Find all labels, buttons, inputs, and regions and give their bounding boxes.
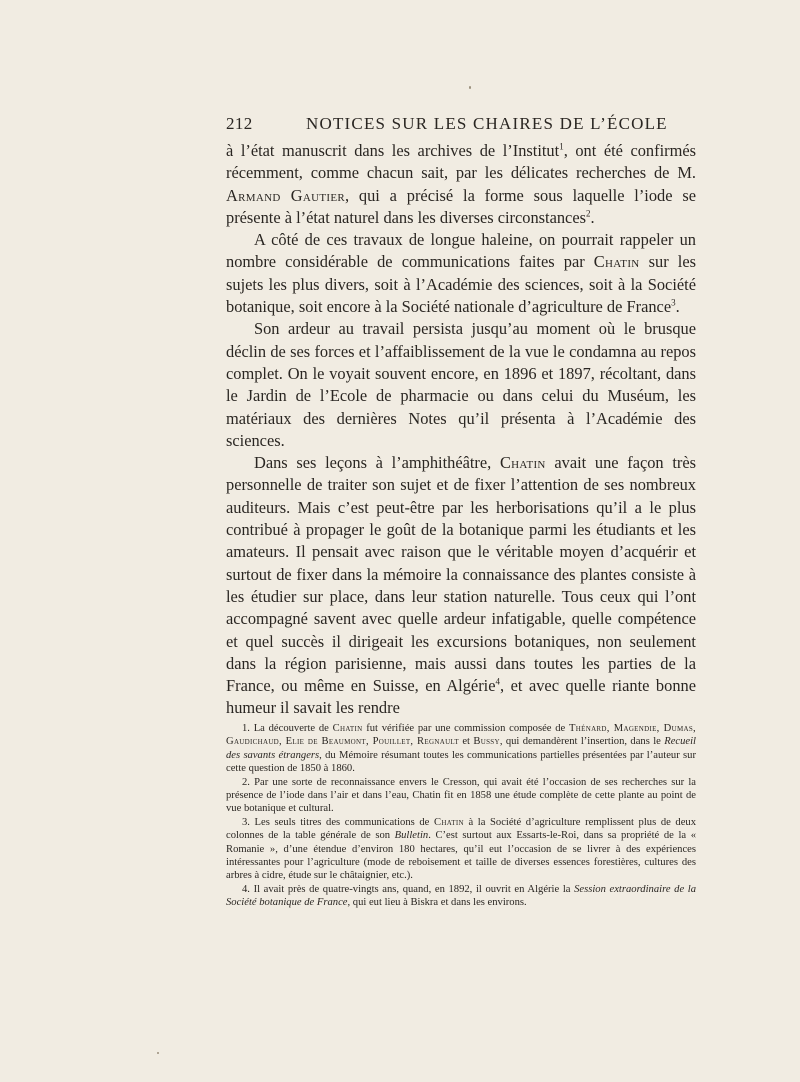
paragraph: A côté de ces travaux de longue haleine, on pourrait rappeler un nombre considérable de communications faites par Chatin sur les sujets les plus divers, soit à l’Académie des sciences, soit à la Société botanique, soit encore à la Société nationale d’agriculture de France$^3$. xyxy=(226,230,696,317)
paragraph: à l’état manuscrit dans les archives de l’Institut$^1$, ont été confirmés récemment, comme chacun sait, par les délicates recherches de M. Armand Gautier, qui a précisé la forme sous laquelle l’iode se présente à l’état naturel dans les diverses circonstances$^2$. xyxy=(226,141,697,227)
footnote: 1. La découverte de Chatin fut vérifiée par une commission composée de Thénard, Magendie, Dumas, Gaudichaud, Elie de Beaumont, Pouillet, Regnault et Bussy, qui demandèrent l’insertion, dans le Recueil des savants étrangers, du Mémoire résumant toutes les communications partielles présentées par l’auteur sur cette question de 1850 à 1860. xyxy=(226,723,697,775)
italic-title: Recueil des savants étrangers xyxy=(226,736,696,761)
person-name: Chatin xyxy=(433,816,464,828)
person-name: Armand Gautier xyxy=(226,185,345,205)
running-header xyxy=(226,114,696,138)
paper-speck xyxy=(157,1052,159,1054)
paper-speck xyxy=(469,86,471,89)
person-name: Bussy xyxy=(473,736,500,748)
italic-title: Session extraordinaire de la Société botanique de France xyxy=(226,883,697,909)
person-name: Chatin xyxy=(499,453,546,473)
footnotes xyxy=(226,722,696,910)
person-names: Thénard, Magendie, Dumas, Gaudichaud, Elie de Beaumont, Pouillet, Regnault xyxy=(226,723,697,748)
main-text xyxy=(226,140,696,720)
footnote-ref[interactable]: 3 xyxy=(671,297,676,308)
footnote: 3. Les seuls titres des communications de Chatin à la Société d’agriculture remplissent plus de deux colonnes de la table générale de son Bulletin. C’est surtout aux Essarts-le-Roi, dans sa propriété de la « Romanie », d’une étendue d’environ 180 hectares, qu’il eut l’occasion de se livrer à des expériences intéressantes pour l’agriculture (mode de reboisement et taille de diverses essences forestières, cultures des arbres à cidre, étude sur le châtaignier, etc.). xyxy=(226,816,697,882)
page-number: 212 xyxy=(226,114,253,133)
running-title: NOTICES SUR LES CHAIRES DE L’ÉCOLE xyxy=(306,114,668,133)
footnote-ref[interactable]: 2 xyxy=(586,208,591,219)
footnote-ref[interactable]: 1 xyxy=(559,141,564,152)
person-name: Chatin xyxy=(332,723,363,734)
footnote: 4. Il avait près de quatre-vingts ans, quand, en 1892, il ouvrit en Algérie la Session extraordinaire de la Société botanique de France, qui eut lieu à Biskra et dans les environs. xyxy=(226,883,697,909)
paragraph: Dans ses leçons à l’amphithéâtre, Chatin avait une façon très personnelle de traiter son sujet et de fixer l’attention de ses nombreux auditeurs. Mais c’est peut-être par les herborisations qu’il a le plus contribué à propager le goût de la botanique parmi les étudiants et les amateurs. Il pensait avec raison que le véritable moyen d’acquérir et surtout de fixer dans la mémoire la connaissance des plantes consiste à les étudier sur place, dans leur station naturelle. Tous ceux qui l’ont accompagné savent avec quelle ardeur infatigable, quelle compétence et quel succès il dirigeait les excursions botaniques, non seulement dans la région parisienne, mais aussi dans toutes les parties de la France, ou même en Suisse, en Algérie$^4$, et avec quelle riante bonne humeur il savait les rendre xyxy=(226,453,696,718)
footnote: 2. Par une sorte de reconnaissance envers le Cresson, qui avait été l’occasion de ses recherches sur la présence de l’iode dans l’air et dans l’eau, Chatin fit en 1858 une étude complète de cette plante au point de vue botanique et cultural. xyxy=(226,776,696,815)
italic-title: Bulletin xyxy=(394,830,429,842)
person-name: Chatin xyxy=(593,252,640,272)
paragraph: Son ardeur au travail persista jusqu’au moment où le brusque déclin de ses forces et l’affaiblissement de la vue le condamna au repos complet. On le voyait souvent encore, en 1896 et 1897, récoltant, dans le Jardin de l’Ecole de pharmacie ou dans celui du Muséum, les matériaux des dernières Notes qu’il présenta à l’Académie des sciences. xyxy=(226,319,696,450)
footnote-ref[interactable]: 4 xyxy=(495,676,500,687)
